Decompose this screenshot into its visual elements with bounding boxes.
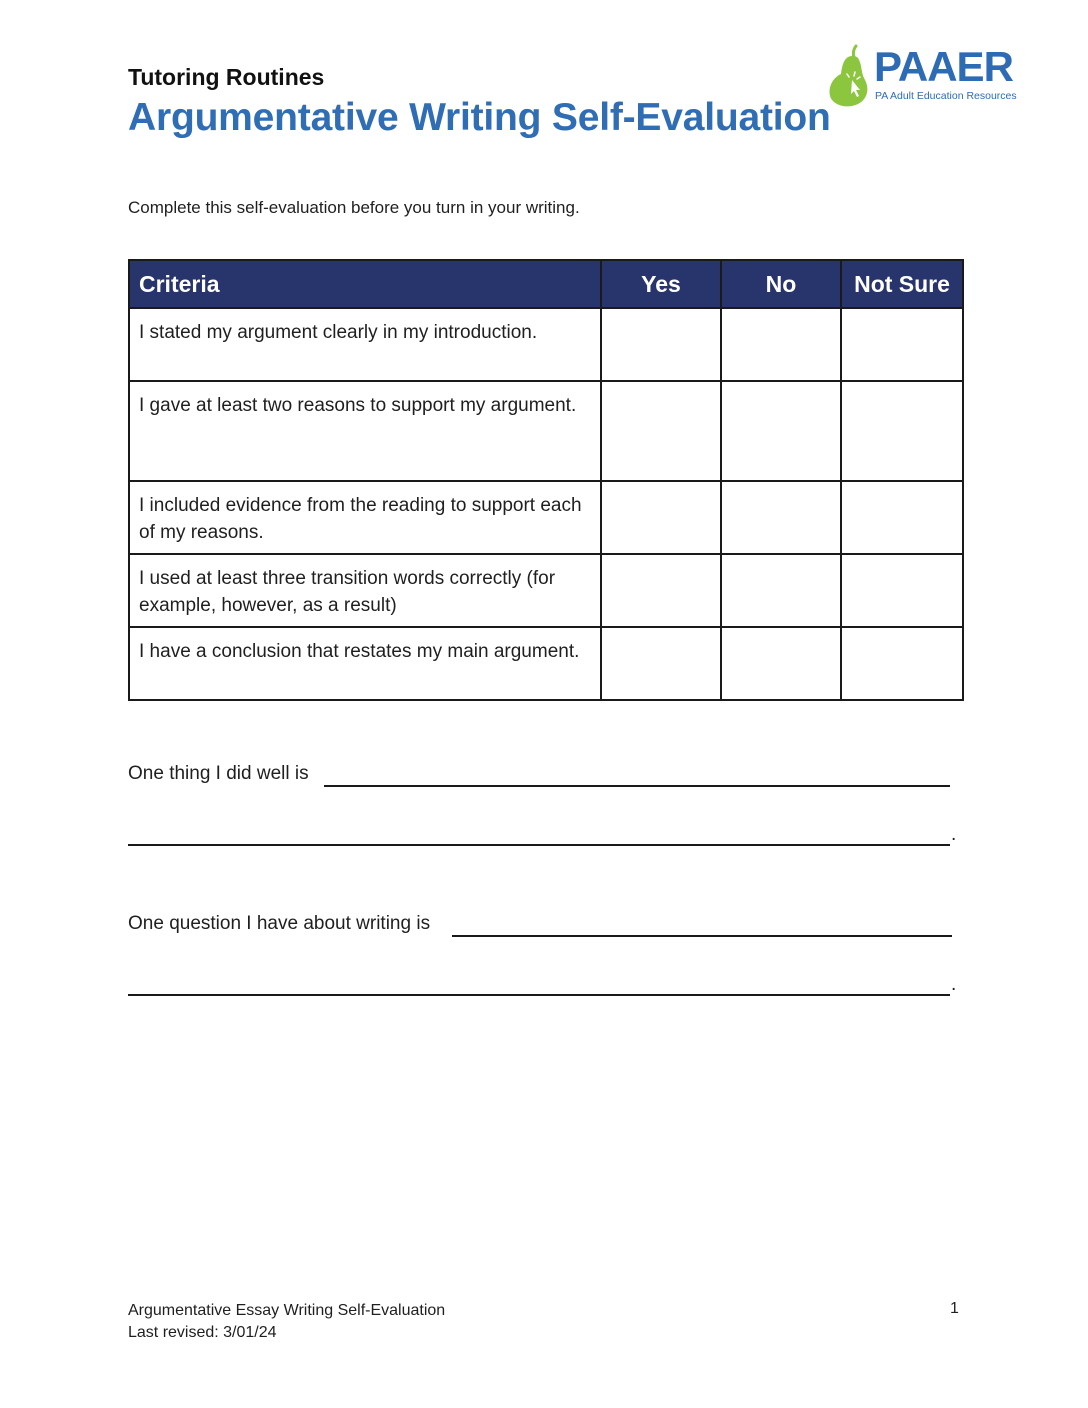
header-yes: Yes <box>601 260 721 308</box>
pear-icon <box>826 44 872 108</box>
no-checkbox-cell[interactable] <box>721 381 841 481</box>
header-not-sure: Not Sure <box>841 260 963 308</box>
yes-checkbox-cell[interactable] <box>601 308 721 381</box>
did-well-answer-line-2[interactable] <box>128 844 950 846</box>
criteria-cell: I used at least three transition words correctly (for example, however, as a result) <box>129 554 601 627</box>
question-prompt: One question I have about writing is <box>128 913 431 934</box>
yes-checkbox-cell[interactable] <box>601 627 721 700</box>
table-header-row <box>129 260 963 308</box>
question-answer-line-2[interactable] <box>128 994 950 996</box>
no-checkbox-cell[interactable] <box>721 554 841 627</box>
document-subtitle: Tutoring Routines <box>128 64 325 90</box>
table-row <box>129 627 963 700</box>
criteria-cell: I gave at least two reasons to support my argument. <box>129 381 601 481</box>
table-row <box>129 554 963 627</box>
yes-checkbox-cell[interactable] <box>601 554 721 627</box>
not-sure-checkbox-cell[interactable] <box>841 481 963 554</box>
question-answer-line-1[interactable] <box>452 935 952 937</box>
footer <box>128 1300 445 1344</box>
yes-checkbox-cell[interactable] <box>601 481 721 554</box>
footer-doc-title: Argumentative Essay Writing Self-Evaluation <box>128 1302 446 1319</box>
yes-checkbox-cell[interactable] <box>601 381 721 481</box>
table-row <box>129 481 963 554</box>
not-sure-checkbox-cell[interactable] <box>841 554 963 627</box>
question-end-mark: . <box>951 974 957 995</box>
header-criteria: Criteria <box>129 260 601 308</box>
criteria-cell: I stated my argument clearly in my introduction. <box>129 308 601 381</box>
table-row <box>129 308 963 381</box>
table-row <box>129 381 963 481</box>
did-well-end-mark: . <box>951 824 957 845</box>
criteria-cell: I have a conclusion that restates my main argument. <box>129 627 601 700</box>
logo-tagline: PA Adult Education Resources <box>875 90 1017 102</box>
logo-wordmark: PAAER <box>874 43 1013 90</box>
criteria-table <box>128 259 964 701</box>
paaer-logo <box>826 42 1036 108</box>
did-well-answer-line-1[interactable] <box>324 785 950 787</box>
no-checkbox-cell[interactable] <box>721 627 841 700</box>
intro-text: Complete this self-evaluation before you turn in your writing. <box>128 198 580 217</box>
header-no: No <box>721 260 841 308</box>
no-checkbox-cell[interactable] <box>721 308 841 381</box>
no-checkbox-cell[interactable] <box>721 481 841 554</box>
page-number: 1 <box>950 1300 959 1317</box>
did-well-prompt: One thing I did well is <box>128 763 309 784</box>
criteria-cell: I included evidence from the reading to support each of my reasons. <box>129 481 601 554</box>
document-title: Argumentative Writing Self-Evaluation <box>128 96 831 139</box>
not-sure-checkbox-cell[interactable] <box>841 308 963 381</box>
not-sure-checkbox-cell[interactable] <box>841 627 963 700</box>
not-sure-checkbox-cell[interactable] <box>841 381 963 481</box>
footer-revised-date: Last revised: 3/01/24 <box>128 1324 277 1341</box>
